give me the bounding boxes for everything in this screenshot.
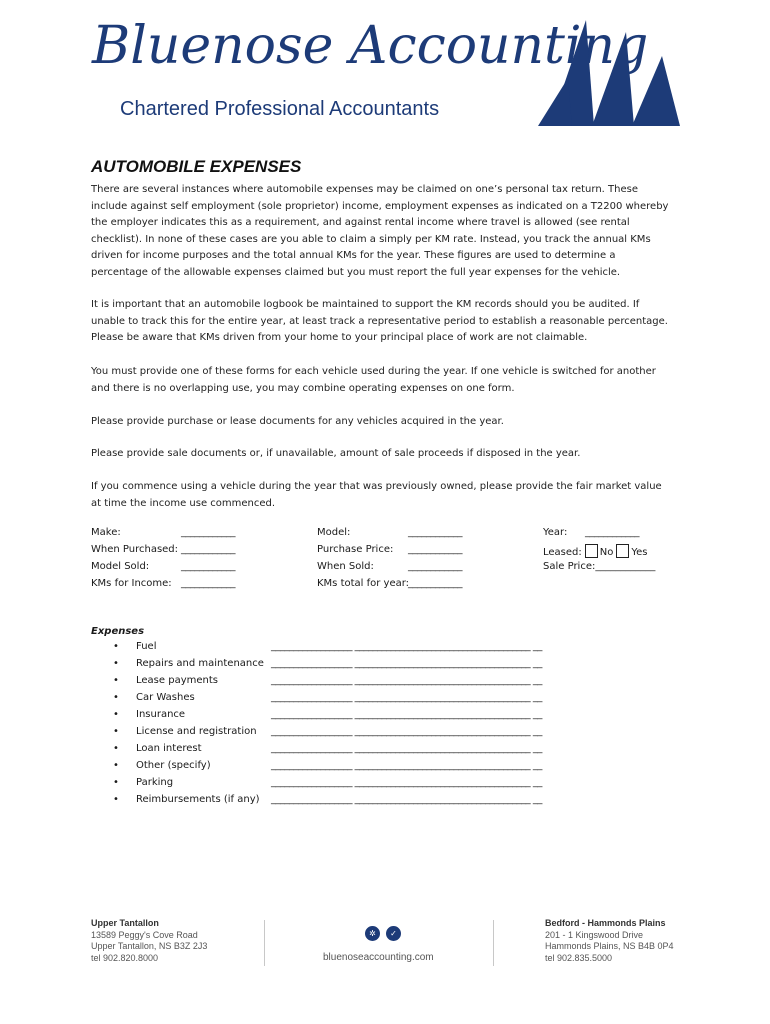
bullet-icon: • [113, 641, 119, 652]
expense-item [91, 794, 571, 811]
expense-label: Insurance [136, 709, 186, 720]
bullet-icon: • [113, 743, 119, 754]
expense-amount-field[interactable]: __________________ _______________________________________ __ [271, 692, 542, 703]
intro-paragraph: There are several instances where automobile expenses may be claimed on one’s personal tax return. These include against self employment (sole proprietor) income, employment expenses as indicated on a T2200 whereby the employer indicates this as a requirement, and against rental income where travel is allowed (see rental checklist). In none of these cases are you able to claim a simply per KM rate. Instead, you track the annual KMs driven for income purposes and the total annual KMs for the year. These figures are used to determine a percentage of the allowable expenses claimed but you must report the full year expenses for the vehicle. [91, 184, 669, 278]
leased-yes-label: Yes [631, 547, 648, 558]
kms-total-field[interactable]: ____________ [408, 578, 462, 589]
model-sold-label: Model Sold: [91, 561, 150, 572]
expense-label: Lease payments [136, 675, 218, 686]
expense-label: Parking [136, 777, 174, 788]
document-title: AUTOMOBILE EXPENSES [91, 157, 302, 176]
kms-total-label: KMs total for year: [317, 578, 410, 589]
when-sold-field[interactable]: ____________ [408, 561, 462, 572]
office-address-line: Hammonds Plains, NS B4B 0P4 [545, 941, 674, 951]
expense-label: Reimbursements (if any) [136, 794, 260, 805]
expense-item [91, 743, 571, 760]
expense-item [91, 692, 571, 709]
sailboat-logo-icon [528, 18, 683, 128]
expense-amount-field[interactable]: __________________ _______________________________________ __ [271, 641, 542, 652]
expense-amount-field[interactable]: __________________ _______________________________________ __ [271, 658, 542, 669]
expense-item [91, 675, 571, 692]
expense-amount-field[interactable]: __________________ _______________________________________ __ [271, 675, 542, 686]
expense-item [91, 726, 571, 743]
leased-no-label: No [599, 547, 614, 558]
purchase-price-label: Purchase Price: [317, 544, 394, 555]
expense-amount-field[interactable]: __________________ _______________________________________ __ [271, 709, 542, 720]
expense-label: Fuel [136, 641, 157, 652]
when-sold-label: When Sold: [317, 561, 374, 572]
bullet-icon: • [113, 658, 119, 669]
office-phone: tel 902.820.8000 [91, 952, 159, 963]
office-name: Bedford - Hammonds Plains [545, 918, 666, 928]
footer-office-left [91, 918, 207, 964]
office-address-line: 13589 Peggy's Cove Road [91, 929, 198, 940]
kms-income-label: KMs for Income: [91, 578, 172, 589]
make-field[interactable]: ____________ [181, 527, 235, 538]
expense-label: Car Washes [136, 692, 195, 703]
website-link[interactable]: bluenoseaccounting.com [323, 952, 434, 963]
footer [0, 918, 770, 978]
footer-divider [493, 920, 494, 966]
model-label: Model: [317, 527, 351, 538]
leased-row [543, 544, 648, 558]
yelp-icon[interactable]: ✲ [365, 926, 380, 941]
expense-amount-field[interactable]: __________________ _______________________________________ __ [271, 726, 542, 737]
office-phone: tel 902.835.5000 [545, 952, 613, 963]
year-field[interactable]: ____________ [585, 527, 639, 538]
bullet-icon: • [113, 692, 119, 703]
when-purchased-field[interactable]: ____________ [181, 544, 235, 555]
letterhead [0, 0, 770, 130]
purchase-docs-paragraph: Please provide purchase or lease documents for any vehicles acquired in the year. [91, 416, 504, 427]
expense-label: Repairs and maintenance [136, 658, 264, 669]
office-name: Upper Tantallon [91, 918, 159, 928]
bullet-icon: • [113, 794, 119, 805]
bullet-icon: • [113, 777, 119, 788]
fmv-paragraph: If you commence using a vehicle during the year that was previously owned, please provide the fair market value at time the income use commenced. [91, 481, 662, 509]
expense-amount-field[interactable]: __________________ _______________________________________ __ [271, 794, 542, 805]
sale-docs-paragraph: Please provide sale documents or, if unavailable, amount of sale proceeds if disposed in the year. [91, 448, 581, 459]
expenses-heading: Expenses [91, 626, 145, 637]
make-label: Make: [91, 527, 121, 538]
office-address-line: 201 - 1 Kingswood Drive [545, 929, 644, 940]
expense-label: License and registration [136, 726, 257, 737]
footer-office-right [545, 918, 674, 964]
forms-paragraph: You must provide one of these forms for each vehicle used during the year. If one vehicle is switched for another and there is no overlapping use, you may combine operating expenses on one form. [91, 366, 656, 394]
bullet-icon: • [113, 675, 119, 686]
logbook-paragraph: It is important that an automobile logbook be maintained to support the KM records should you be audited. If unable to track this for the entire year, at least track a representative period to establish a reasonable percentage. Please be aware that KMs driven from your home to your principal place of work are not claimable. [91, 299, 668, 344]
year-label: Year: [543, 527, 568, 538]
expense-item [91, 658, 571, 675]
model-sold-field[interactable]: ____________ [181, 561, 235, 572]
leased-label: Leased: [543, 547, 582, 558]
twitter-icon[interactable]: ✓ [386, 926, 401, 941]
expense-item [91, 641, 571, 658]
expenses-list [91, 641, 571, 811]
footer-divider [264, 920, 265, 966]
sale-price-field[interactable]: Sale Price:____________ [543, 561, 656, 572]
expense-item [91, 760, 571, 777]
bullet-icon: • [113, 709, 119, 720]
expense-label: Other (specify) [136, 760, 211, 771]
brand-logo-text: Bluenose Accounting [92, 16, 649, 76]
expense-amount-field[interactable]: __________________ _______________________________________ __ [271, 777, 542, 788]
bullet-icon: • [113, 760, 119, 771]
model-field[interactable]: ____________ [408, 527, 462, 538]
leased-no-checkbox[interactable] [585, 544, 598, 558]
expense-amount-field[interactable]: __________________ _______________________________________ __ [271, 743, 542, 754]
expense-label: Loan interest [136, 743, 202, 754]
brand-tagline: Chartered Professional Accountants [120, 98, 440, 120]
expense-amount-field[interactable]: __________________ _______________________________________ __ [271, 760, 542, 771]
purchase-price-field[interactable]: ____________ [408, 544, 462, 555]
office-address-line: Upper Tantallon, NS B3Z 2J3 [91, 941, 208, 951]
expense-item [91, 777, 571, 794]
leased-yes-checkbox[interactable] [616, 544, 629, 558]
when-purchased-label: When Purchased: [91, 544, 179, 555]
kms-income-field[interactable]: ____________ [181, 578, 235, 589]
bullet-icon: • [113, 726, 119, 737]
expense-item [91, 709, 571, 726]
